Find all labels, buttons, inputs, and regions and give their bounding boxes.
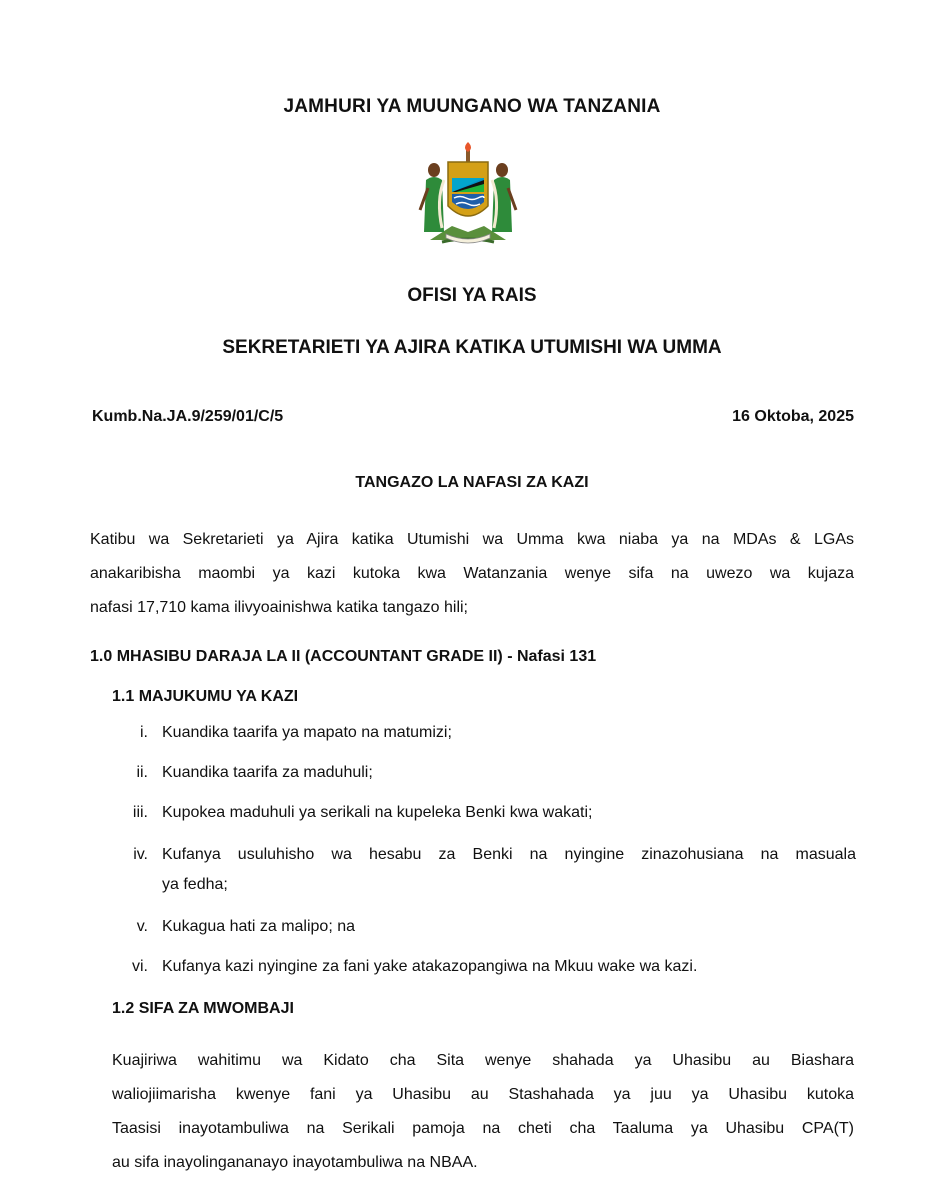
qualification-line: au sifa inayolingananayo inayotambuliwa na NBAA. xyxy=(112,1154,478,1171)
list-number: i. xyxy=(140,724,148,741)
secretariat-title: SEKRETARIETI YA AJIRA KATIKA UTUMISHI WA UMMA xyxy=(222,337,722,358)
qualification-line: waliojiimarisha kwenye fani ya Uhasibu au Stashahada ya juu ya Uhasibu kutoka xyxy=(112,1086,854,1103)
announcement-title: TANGAZO LA NAFASI ZA KAZI xyxy=(355,474,589,491)
section-heading: 1.0 MHASIBU DARAJA LA II (ACCOUNTANT GRADE II) - Nafasi 131 xyxy=(90,648,597,665)
list-number: ii. xyxy=(136,764,148,781)
qualifications-paragraph xyxy=(112,1044,854,1180)
list-text: Kufanya kazi nyingine za fani yake atakazopangiwa na Mkuu wake wa kazi. xyxy=(162,958,698,975)
qualification-line: Taasisi inayotambuliwa na Serikali pamoja na cheti cha Taaluma ya Uhasibu CPA(T) xyxy=(112,1120,854,1137)
list-number: iii. xyxy=(132,804,148,821)
list-text: Kupokea maduhuli ya serikali na kupeleka Benki kwa wakati; xyxy=(162,804,593,821)
document-date: 16 Oktoba, 2025 xyxy=(732,408,854,425)
list-item xyxy=(112,954,856,980)
country-title: JAMHURI YA MUUNGANO WA TANZANIA xyxy=(283,96,661,117)
list-text: Kufanya usuluhisho wa hesabu za Benki na nyingine zinazohusiana na masuala xyxy=(162,846,856,863)
intro-line: Katibu wa Sekretarieti ya Ajira katika Utumishi wa Umma kwa niaba ya na MDAs & LGAs xyxy=(90,531,854,548)
list-number: iv. xyxy=(133,846,148,863)
list-item xyxy=(112,840,856,900)
office-title: OFISI YA RAIS xyxy=(407,285,537,306)
qualifications-heading: 1.2 SIFA ZA MWOMBAJI xyxy=(112,1000,294,1017)
list-text: Kuandika taarifa za maduhuli; xyxy=(162,764,373,781)
intro-paragraph xyxy=(90,523,854,625)
duties-heading: 1.1 MAJUKUMU YA KAZI xyxy=(112,688,299,705)
list-item xyxy=(112,760,856,786)
duties-list xyxy=(112,720,856,980)
list-number: v. xyxy=(136,918,148,935)
qualification-line: Kuajiriwa wahitimu wa Kidato cha Sita wenye shahada ya Uhasibu au Biashara xyxy=(112,1052,854,1069)
list-item xyxy=(112,914,856,940)
list-text: Kukagua hati za malipo; na xyxy=(162,918,356,935)
list-text: Kuandika taarifa ya mapato na matumizi; xyxy=(162,724,452,741)
list-text: ya fedha; xyxy=(162,876,228,893)
intro-line: nafasi 17,710 kama ilivyoainishwa katika tangazo hili; xyxy=(90,599,468,616)
list-item xyxy=(112,800,856,826)
intro-line: anakaribisha maombi ya kazi kutoka kwa Watanzania wenye sifa na uwezo wa kujaza xyxy=(90,565,854,582)
list-item xyxy=(112,720,856,746)
coat-of-arms-icon xyxy=(412,140,524,252)
reference-number: Kumb.Na.JA.9/259/01/C/5 xyxy=(92,408,284,425)
list-number: vi. xyxy=(132,958,148,975)
